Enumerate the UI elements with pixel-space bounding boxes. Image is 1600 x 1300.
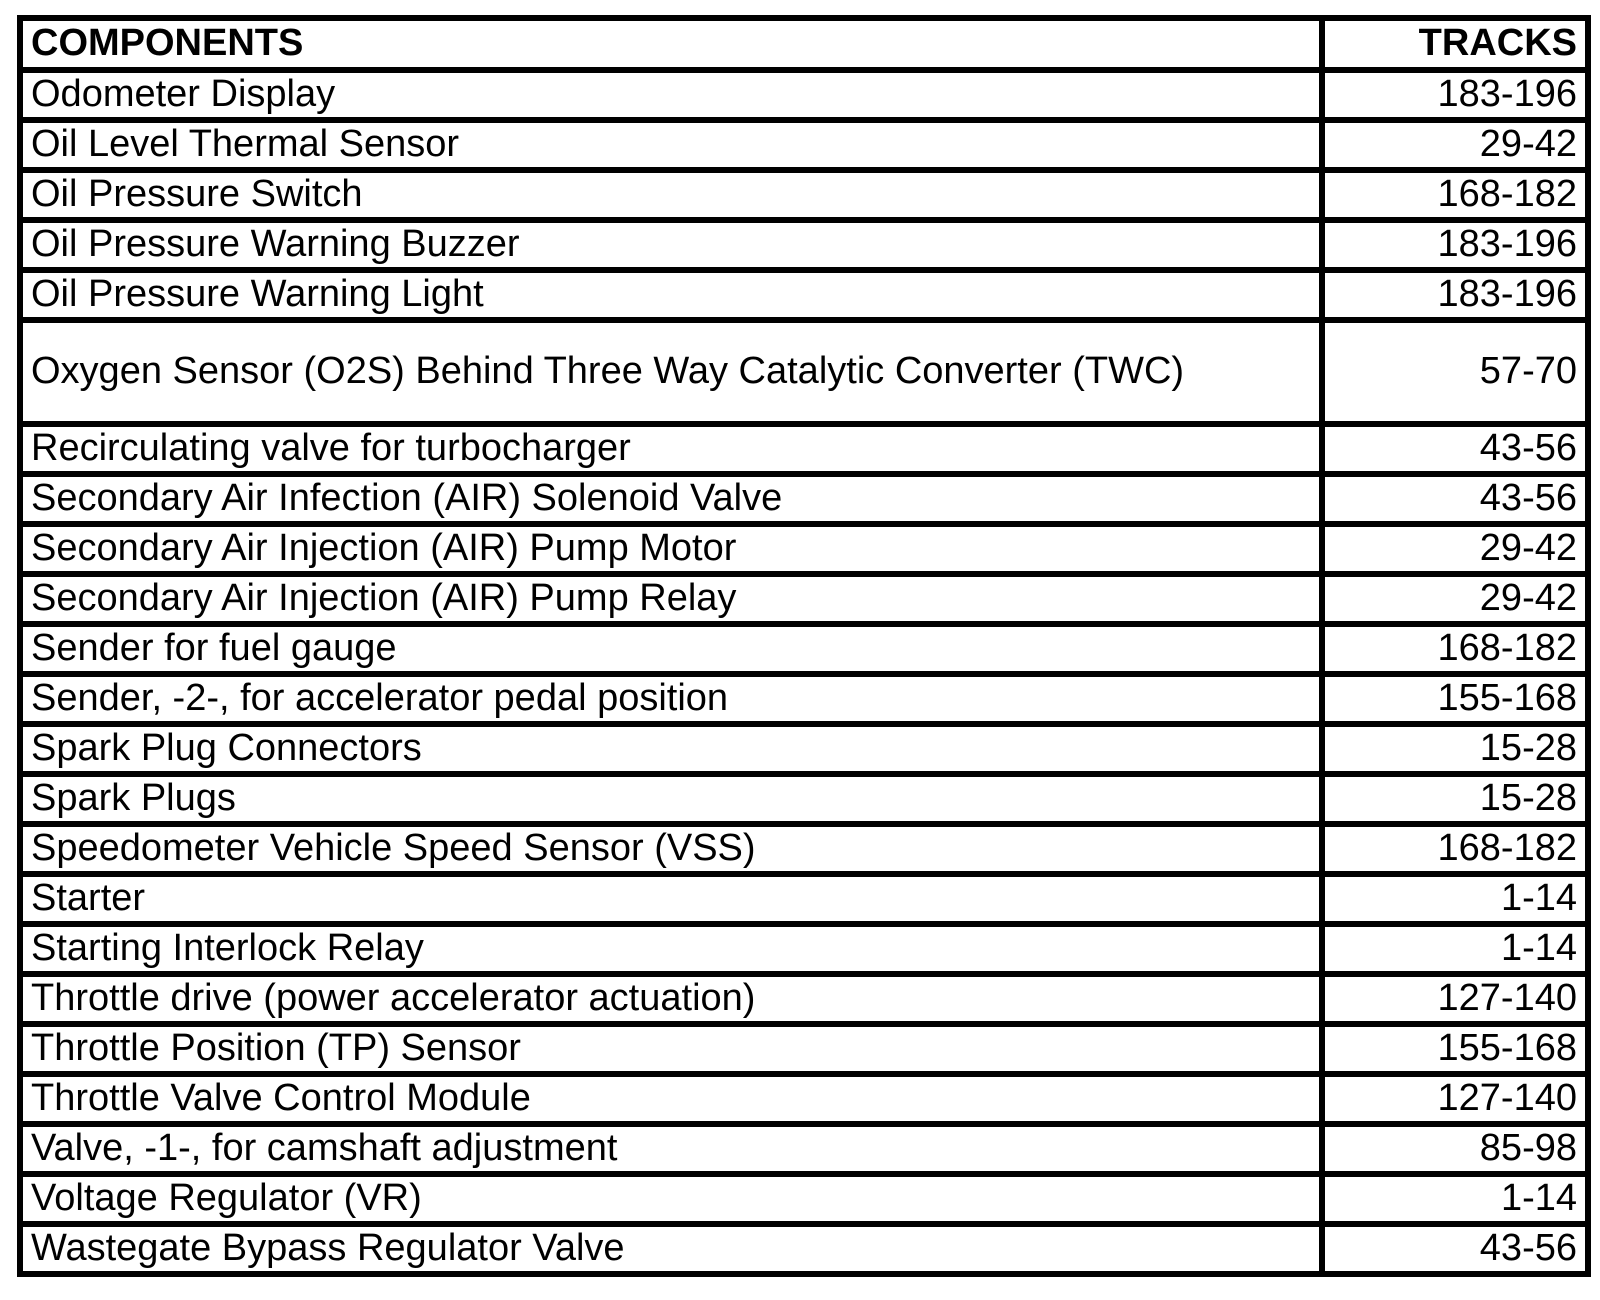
component-cell: Speedometer Vehicle Speed Sensor (VSS) bbox=[20, 824, 1322, 874]
table-row bbox=[20, 1074, 1588, 1124]
table-row bbox=[20, 724, 1588, 774]
component-cell: Starting Interlock Relay bbox=[20, 924, 1322, 974]
component-cell: Spark Plug Connectors bbox=[20, 724, 1322, 774]
table-row bbox=[20, 320, 1588, 424]
table-row bbox=[20, 574, 1588, 624]
tracks-cell: 1-14 bbox=[1322, 874, 1588, 924]
table-row bbox=[20, 474, 1588, 524]
tracks-cell: 168-182 bbox=[1322, 170, 1588, 220]
tracks-cell: 85-98 bbox=[1322, 1124, 1588, 1174]
tracks-cell: 183-196 bbox=[1322, 270, 1588, 320]
table-row bbox=[20, 774, 1588, 824]
component-cell: Throttle Valve Control Module bbox=[20, 1074, 1322, 1124]
tracks-cell: 183-196 bbox=[1322, 220, 1588, 270]
table-row bbox=[20, 424, 1588, 474]
tracks-cell: 29-42 bbox=[1322, 574, 1588, 624]
table-row bbox=[20, 170, 1588, 220]
tracks-cell: 43-56 bbox=[1322, 424, 1588, 474]
table-row bbox=[20, 1224, 1588, 1274]
tracks-cell: 155-168 bbox=[1322, 674, 1588, 724]
table-row bbox=[20, 120, 1588, 170]
table-row bbox=[20, 824, 1588, 874]
component-cell: Throttle drive (power accelerator actuation) bbox=[20, 974, 1322, 1024]
tracks-cell: 1-14 bbox=[1322, 924, 1588, 974]
table-row bbox=[20, 1024, 1588, 1074]
component-cell: Secondary Air Injection (AIR) Pump Relay bbox=[20, 574, 1322, 624]
table-body bbox=[20, 70, 1588, 1274]
table-row bbox=[20, 70, 1588, 120]
component-cell: Secondary Air Injection (AIR) Pump Motor bbox=[20, 524, 1322, 574]
tracks-cell: 43-56 bbox=[1322, 474, 1588, 524]
table-row bbox=[20, 524, 1588, 574]
component-cell: Wastegate Bypass Regulator Valve bbox=[20, 1224, 1322, 1274]
table-row bbox=[20, 1174, 1588, 1224]
tracks-cell: 127-140 bbox=[1322, 974, 1588, 1024]
column-header-tracks: TRACKS bbox=[1322, 18, 1588, 70]
column-header-components: COMPONENTS bbox=[20, 18, 1322, 70]
tracks-cell: 29-42 bbox=[1322, 524, 1588, 574]
table-header-row bbox=[20, 18, 1588, 70]
tracks-cell: 15-28 bbox=[1322, 774, 1588, 824]
table-row bbox=[20, 874, 1588, 924]
component-cell: Odometer Display bbox=[20, 70, 1322, 120]
document-page bbox=[17, 15, 1591, 1277]
table-row bbox=[20, 1124, 1588, 1174]
tracks-cell: 127-140 bbox=[1322, 1074, 1588, 1124]
component-cell: Voltage Regulator (VR) bbox=[20, 1174, 1322, 1224]
table-row bbox=[20, 270, 1588, 320]
component-cell: Oil Level Thermal Sensor bbox=[20, 120, 1322, 170]
tracks-cell: 168-182 bbox=[1322, 624, 1588, 674]
tracks-cell: 43-56 bbox=[1322, 1224, 1588, 1274]
component-cell: Spark Plugs bbox=[20, 774, 1322, 824]
tracks-cell: 15-28 bbox=[1322, 724, 1588, 774]
tracks-cell: 29-42 bbox=[1322, 120, 1588, 170]
component-cell: Starter bbox=[20, 874, 1322, 924]
tracks-cell: 168-182 bbox=[1322, 824, 1588, 874]
component-cell: Recirculating valve for turbocharger bbox=[20, 424, 1322, 474]
tracks-cell: 1-14 bbox=[1322, 1174, 1588, 1224]
table-row bbox=[20, 220, 1588, 270]
tracks-cell: 155-168 bbox=[1322, 1024, 1588, 1074]
component-cell: Oil Pressure Switch bbox=[20, 170, 1322, 220]
table-row bbox=[20, 674, 1588, 724]
components-tracks-table bbox=[17, 15, 1591, 1277]
table-row bbox=[20, 974, 1588, 1024]
component-cell: Valve, -1-, for camshaft adjustment bbox=[20, 1124, 1322, 1174]
component-cell: Oil Pressure Warning Light bbox=[20, 270, 1322, 320]
table-row bbox=[20, 924, 1588, 974]
component-cell: Secondary Air Infection (AIR) Solenoid Valve bbox=[20, 474, 1322, 524]
table-row bbox=[20, 624, 1588, 674]
component-cell: Sender, -2-, for accelerator pedal position bbox=[20, 674, 1322, 724]
component-cell: Oxygen Sensor (O2S) Behind Three Way Catalytic Converter (TWC) bbox=[20, 320, 1322, 424]
component-cell: Oil Pressure Warning Buzzer bbox=[20, 220, 1322, 270]
tracks-cell: 183-196 bbox=[1322, 70, 1588, 120]
tracks-cell: 57-70 bbox=[1322, 320, 1588, 424]
component-cell: Throttle Position (TP) Sensor bbox=[20, 1024, 1322, 1074]
component-cell: Sender for fuel gauge bbox=[20, 624, 1322, 674]
